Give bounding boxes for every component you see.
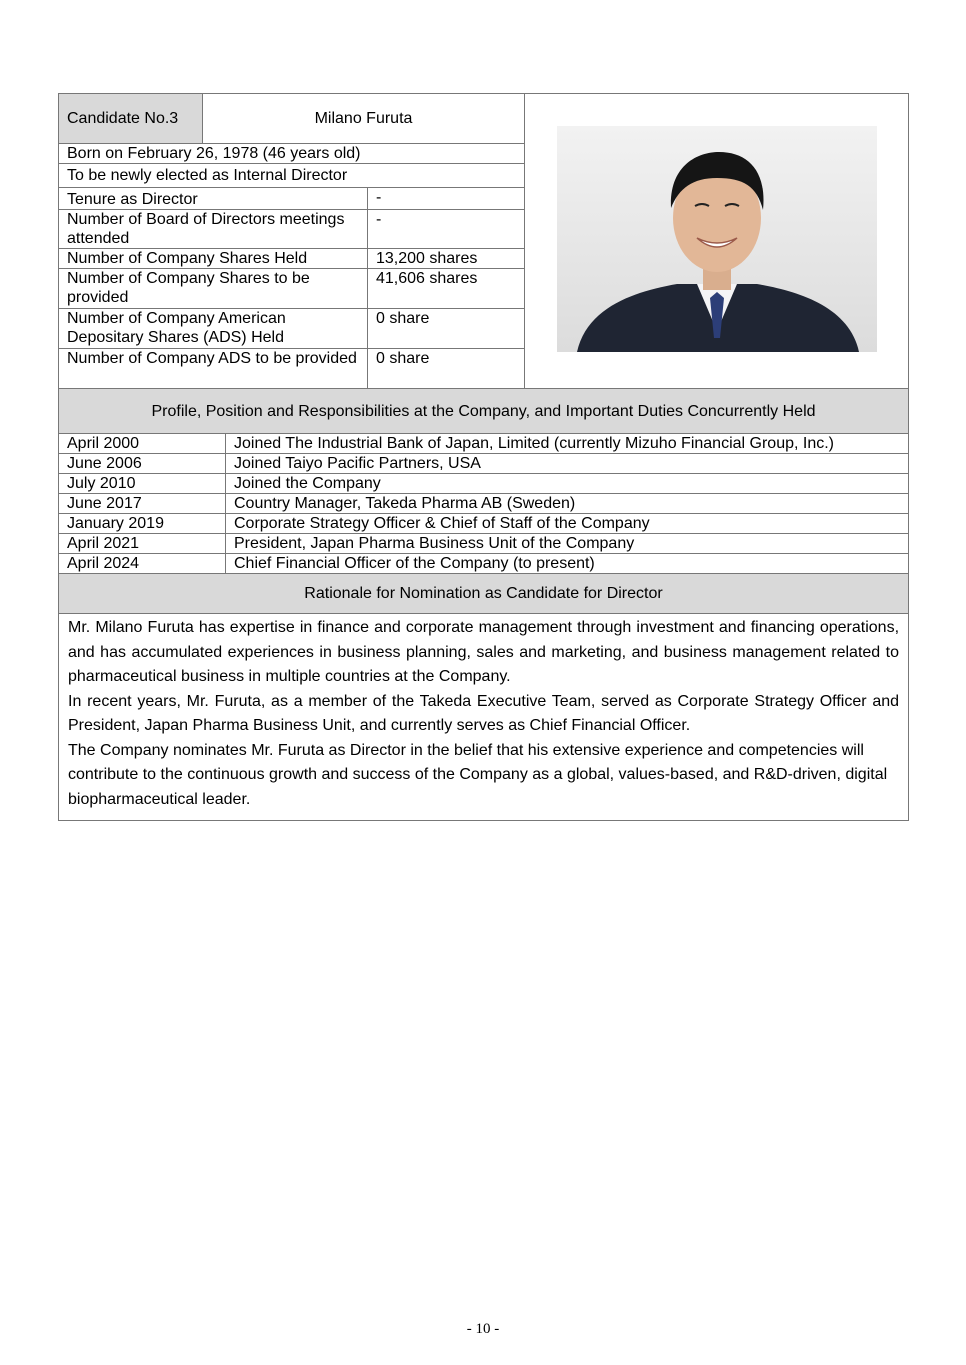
detail-label: Tenure as Director (59, 188, 368, 210)
detail-value: - (368, 210, 525, 249)
history-description: Joined The Industrial Bank of Japan, Limited (currently Mizuho Financial Group, Inc.) (226, 434, 909, 454)
detail-label: Number of Board of Directors meetings attended (59, 210, 368, 249)
election-status: To be newly elected as Internal Director (59, 164, 525, 188)
candidate-table (58, 93, 909, 389)
rationale-paragraph: Mr. Milano Furuta has expertise in finance and corporate management through investment and financing operations, and has accumulated experiences in business planning, sales and marketing, and business management related to pharmaceutical business in multiple countries at the Company. (68, 619, 900, 685)
detail-label: Number of Company Shares to be provided (59, 269, 368, 309)
rationale-body (59, 614, 909, 821)
detail-value: 0 share (368, 309, 525, 349)
profile-header: Profile, Position and Responsibilities at the Company, and Important Duties Concurrently Held (59, 389, 909, 434)
detail-value: 41,606 shares (368, 269, 525, 309)
history-description: President, Japan Pharma Business Unit of the Company (226, 534, 909, 554)
profile-table (58, 388, 909, 821)
history-description: Chief Financial Officer of the Company (to present) (226, 554, 909, 574)
detail-value: 13,200 shares (368, 249, 525, 269)
candidate-portrait (557, 126, 877, 352)
history-description: Corporate Strategy Officer & Chief of Staff of the Company (226, 514, 909, 534)
history-description: Country Manager, Takeda Pharma AB (Sweden) (226, 494, 909, 514)
detail-label: Number of Company ADS to be provided (59, 349, 368, 389)
candidate-number-label: Candidate No.3 (59, 94, 203, 144)
rationale-header: Rationale for Nomination as Candidate for Director (59, 574, 909, 614)
page-number: - 10 - (466, 1321, 500, 1337)
detail-label: Number of Company American Depositary Shares (ADS) Held (59, 309, 368, 349)
history-date: June 2006 (59, 454, 226, 474)
history-date: June 2017 (59, 494, 226, 514)
portrait-cell (525, 94, 909, 389)
birth-info: Born on February 26, 1978 (46 years old) (59, 144, 525, 164)
history-date: April 2021 (59, 534, 226, 554)
rationale-paragraph: In recent years, Mr. Furuta, as a member of the Takeda Executive Team, served as Corporate Strategy Officer and President, Japan Pharma Business Unit, and currently serves as Chief Financial Officer. (68, 692, 900, 734)
history-date: April 2000 (59, 434, 226, 454)
history-date: April 2024 (59, 554, 226, 574)
history-date: January 2019 (59, 514, 226, 534)
detail-label: Number of Company Shares Held (59, 249, 368, 269)
candidate-name: Milano Furuta (203, 94, 525, 144)
rationale-paragraph: The Company nominates Mr. Furuta as Director in the belief that his extensive experience and competencies will contribute to the continuous growth and success of the Company as a global, values-based, and R&D-driven, digital biopharmaceutical leader. (68, 741, 888, 808)
history-date: July 2010 (59, 474, 226, 494)
detail-value: - (368, 188, 525, 210)
candidate-sheet (58, 93, 908, 821)
detail-value: 0 share (368, 349, 525, 389)
history-description: Joined Taiyo Pacific Partners, USA (226, 454, 909, 474)
history-description: Joined the Company (226, 474, 909, 494)
